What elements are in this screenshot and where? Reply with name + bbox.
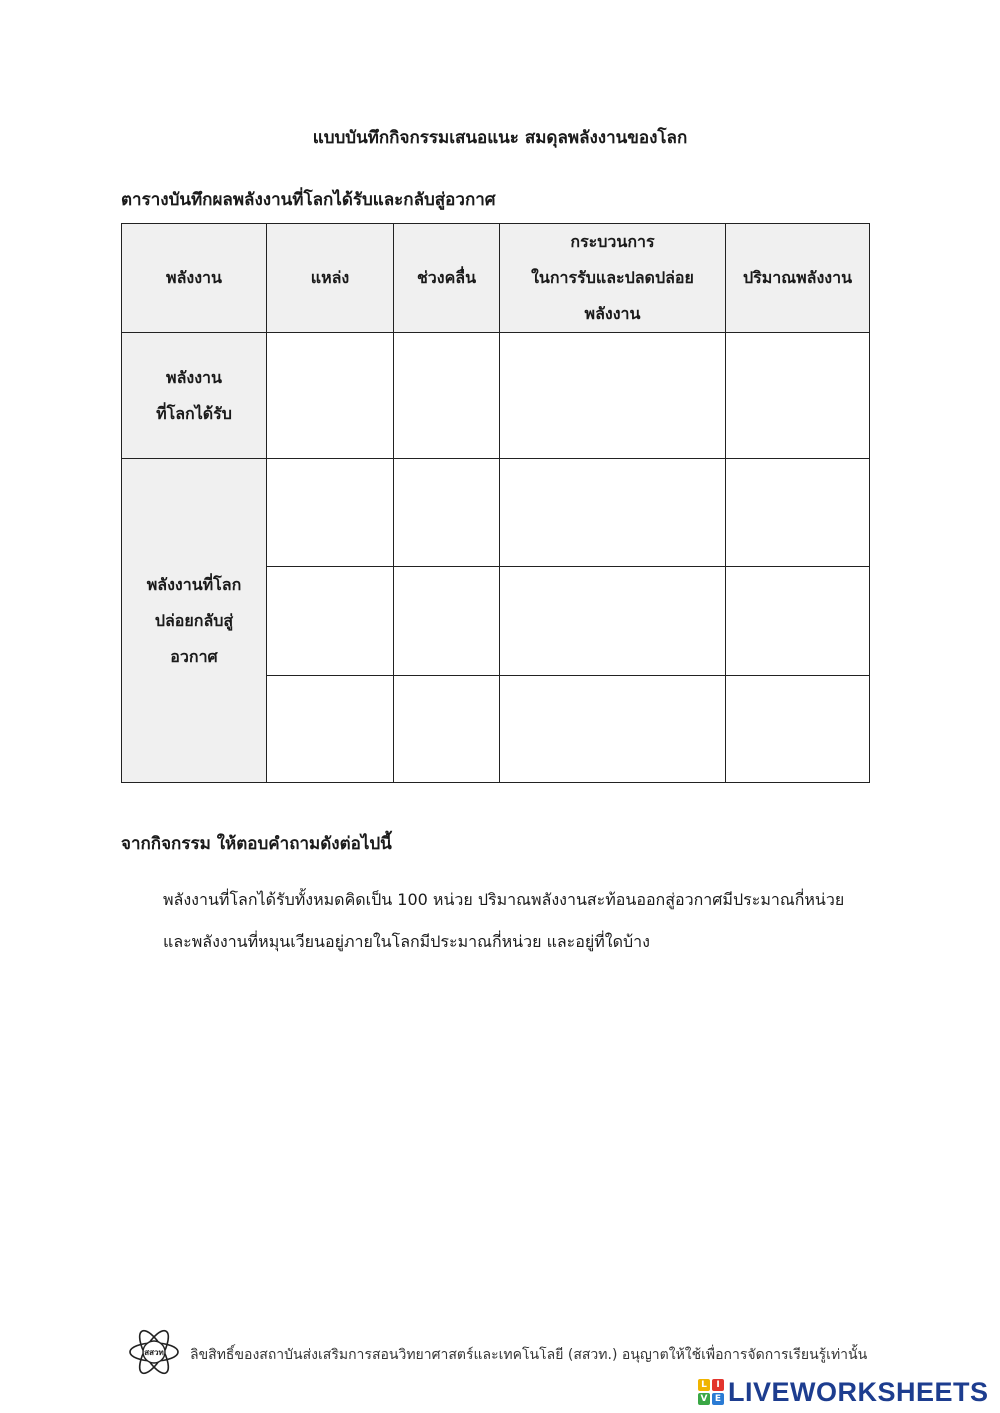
- liveworksheets-icon: [698, 1379, 724, 1405]
- header-process-line-1: กระบวนการ: [570, 232, 655, 251]
- answer-cell[interactable]: [500, 333, 726, 459]
- row-label-returned-line-2: ปล่อยกลับสู่: [154, 610, 234, 630]
- row-label-received-line-1: พลังงาน: [166, 367, 222, 387]
- answer-cell[interactable]: [726, 676, 870, 783]
- row-label-returned-line-3: อวกาศ: [170, 646, 218, 666]
- answer-cell[interactable]: [500, 676, 726, 783]
- header-source: แหล่ง: [267, 224, 394, 333]
- liveworksheets-wordmark: LIVEWORKSHEETS: [728, 1376, 989, 1407]
- header-process: [500, 224, 726, 333]
- liveworksheets-brand[interactable]: [698, 1377, 989, 1407]
- answer-cell[interactable]: [500, 459, 726, 567]
- ipst-logo: [128, 1326, 180, 1378]
- lw-icon-tile: I: [712, 1379, 724, 1391]
- answer-cell[interactable]: [726, 459, 870, 567]
- questions-heading: จากกิจกรรม ให้ตอบคำถามดังต่อไปนี้: [121, 834, 392, 854]
- row-label-returned-line-1: พลังงานที่โลก: [146, 574, 242, 594]
- answer-cell[interactable]: [726, 567, 870, 676]
- lw-icon-tile: L: [698, 1379, 710, 1391]
- row-label-returned: [122, 459, 267, 783]
- ipst-logo-text: สสวท: [144, 1348, 164, 1357]
- header-process-line-2: ในการรับและปลดปล่อย: [531, 268, 694, 287]
- document-title: แบบบันทึกกิจกรรมเสนอแนะ สมดุลพลังงานของโลก: [312, 128, 688, 148]
- question-line-2: และพลังงานที่หมุนเวียนอยู่ภายในโลกมีประมาณกี่หน่วย และอยู่ที่ใดบ้าง: [163, 932, 650, 951]
- answer-cell[interactable]: [500, 567, 726, 676]
- answer-cell[interactable]: [267, 459, 394, 567]
- answer-cell[interactable]: [726, 333, 870, 459]
- answer-cell[interactable]: [267, 333, 394, 459]
- footer-copyright: ลิขสิทธิ์ของสถาบันส่งเสริมการสอนวิทยาศาสตร์และเทคโนโลยี (สสวท.) อนุญาตให้ใช้เพื่อการจัดการเรียนรู้เท่านั้น: [190, 1347, 868, 1363]
- answer-cell[interactable]: [267, 676, 394, 783]
- table-row-received: [122, 333, 870, 459]
- ipst-atom-icon: [128, 1326, 180, 1378]
- energy-record-table: [121, 223, 870, 783]
- answer-cell[interactable]: [267, 567, 394, 676]
- row-label-received: [122, 333, 267, 459]
- header-wavelength: ช่วงคลื่น: [394, 224, 500, 333]
- header-energy: พลังงาน: [122, 224, 267, 333]
- answer-cell[interactable]: [394, 676, 500, 783]
- table-header-row: [122, 224, 870, 333]
- table-row-returned: [122, 459, 870, 567]
- answer-cell[interactable]: [394, 333, 500, 459]
- answer-cell[interactable]: [394, 567, 500, 676]
- row-label-received-line-2: ที่โลกได้รับ: [156, 403, 232, 423]
- lw-icon-tile: E: [712, 1393, 724, 1405]
- answer-cell[interactable]: [394, 459, 500, 567]
- header-amount: ปริมาณพลังงาน: [726, 224, 870, 333]
- lw-icon-tile: V: [698, 1393, 710, 1405]
- table-caption: ตารางบันทึกผลพลังงานที่โลกได้รับและกลับสู่อวกาศ: [121, 190, 496, 210]
- question-line-1: พลังงานที่โลกได้รับทั้งหมดคิดเป็น 100 หน่วย ปริมาณพลังงานสะท้อนออกสู่อวกาศมีประมาณกี่หน่วย: [163, 890, 845, 909]
- header-process-line-3: พลังงาน: [584, 304, 641, 323]
